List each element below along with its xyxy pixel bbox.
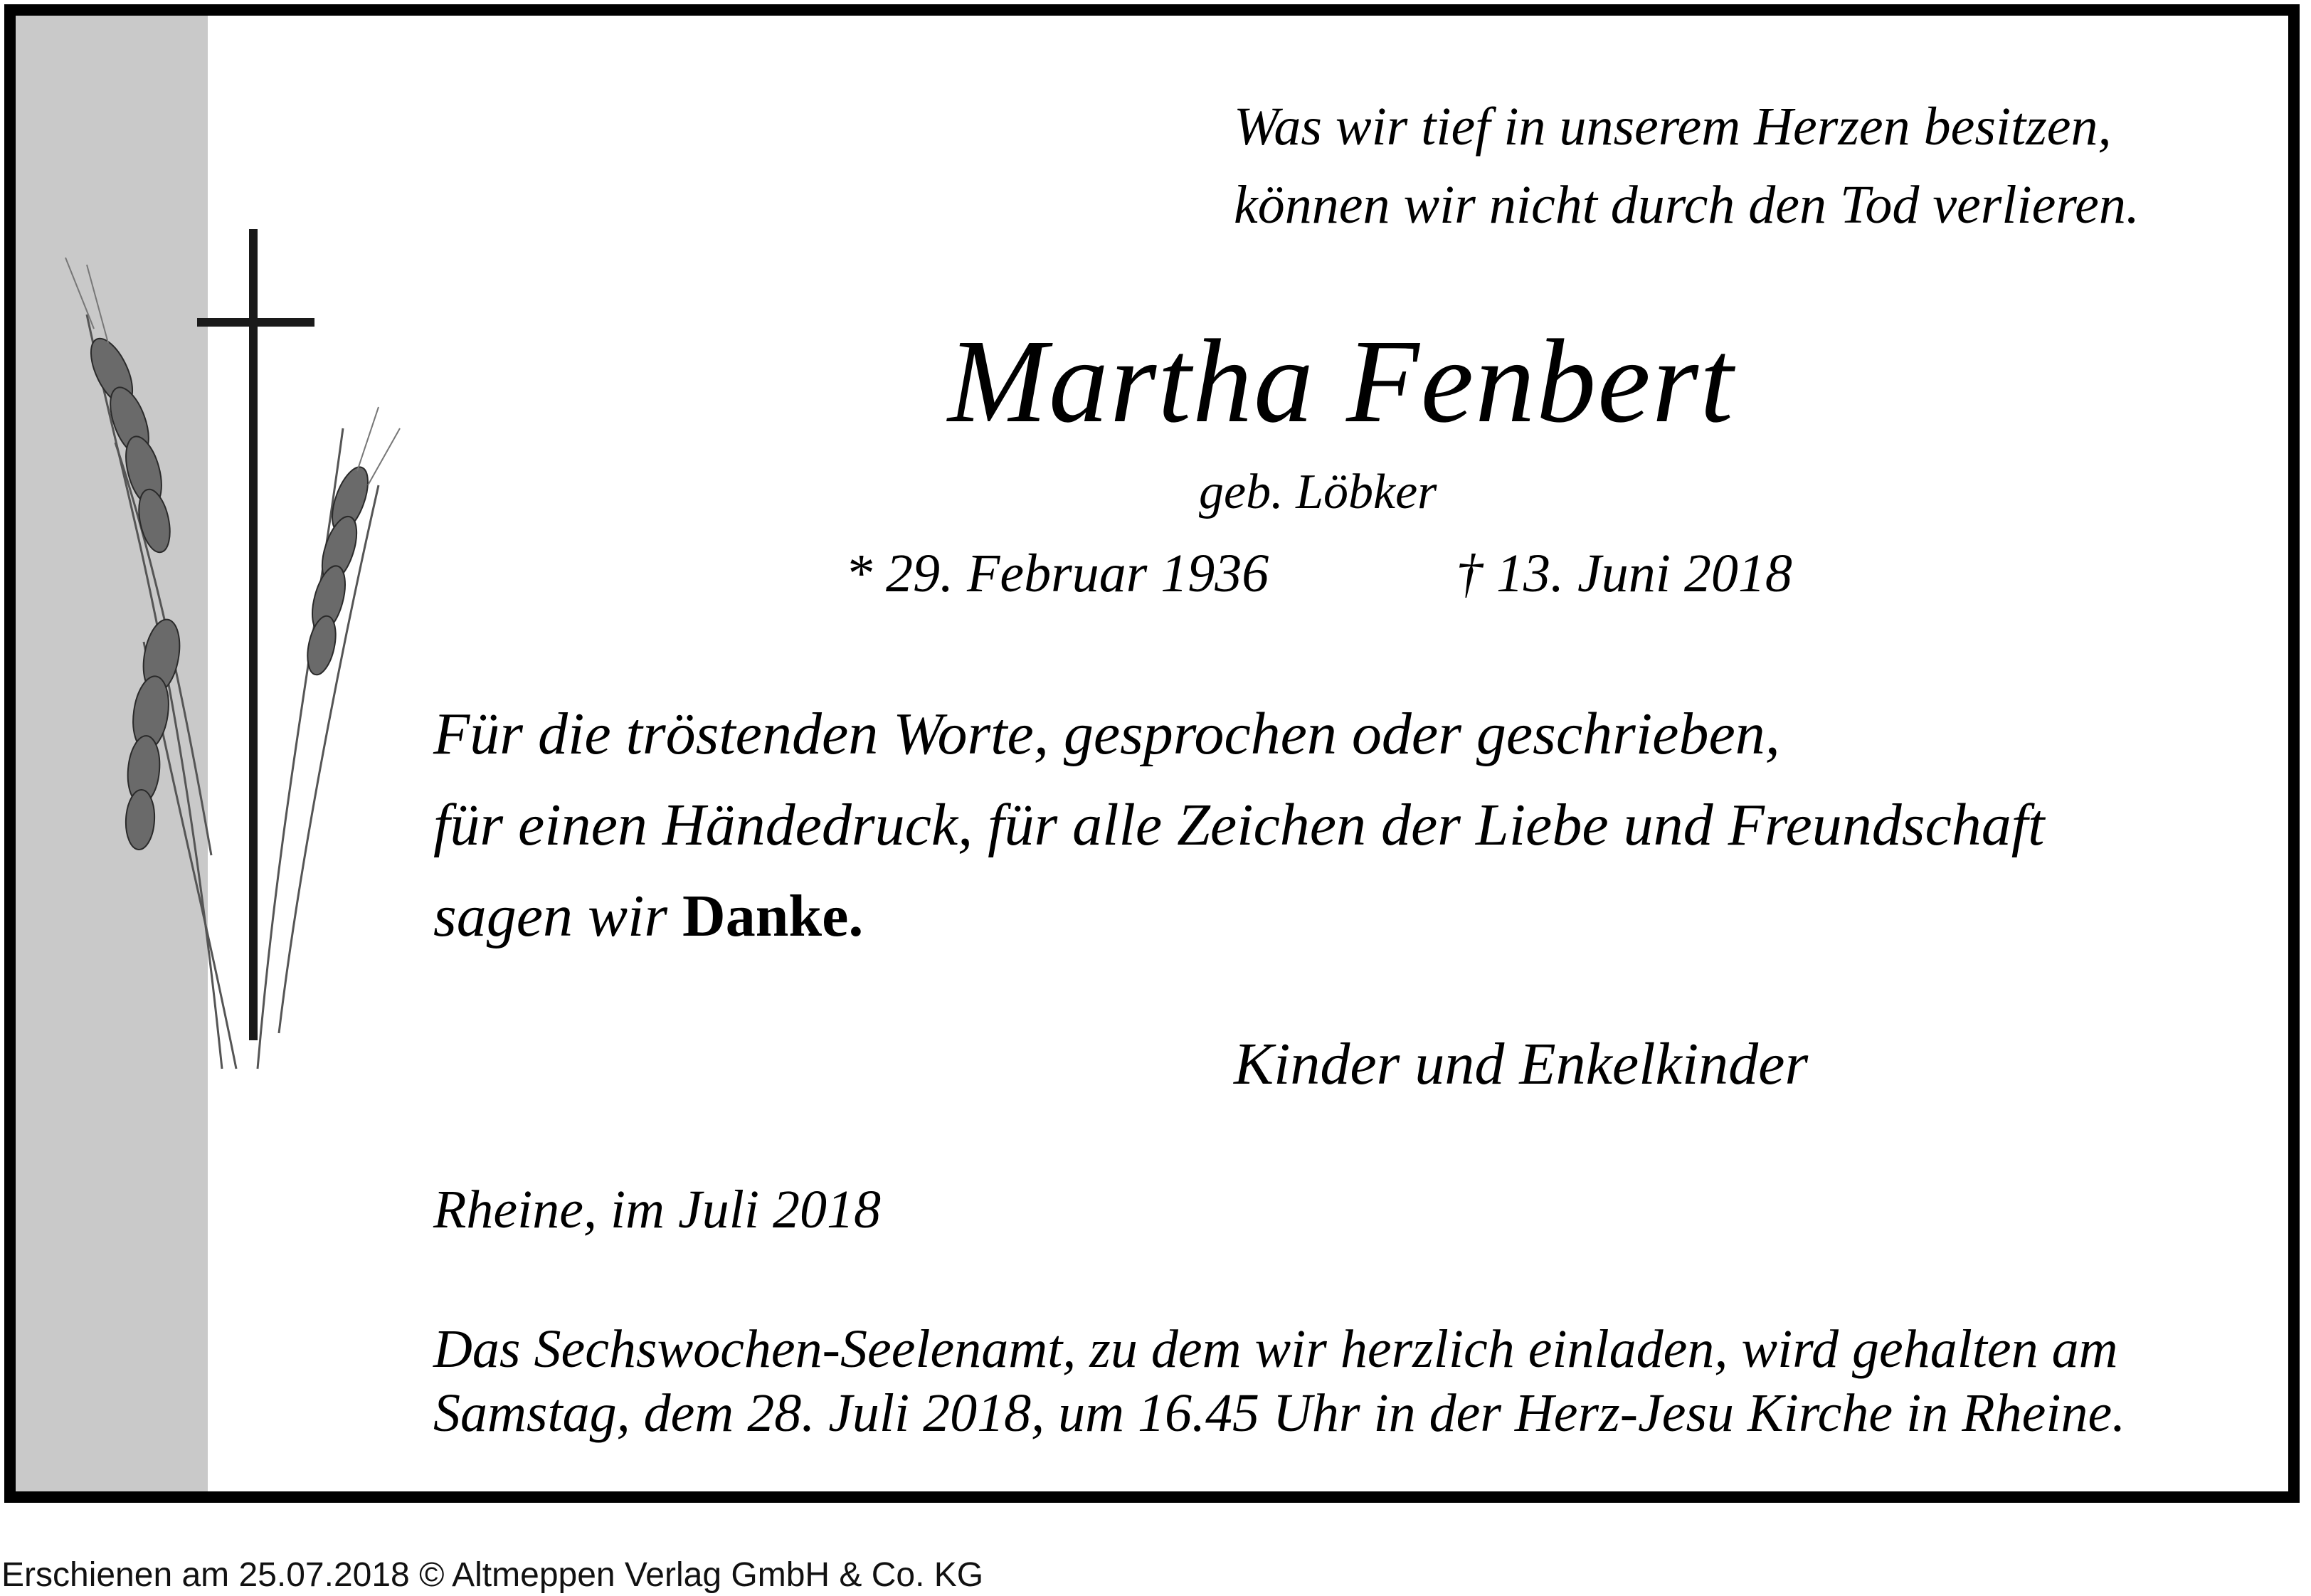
maiden-name: geb. Löbker: [1199, 465, 1437, 519]
mass-notice-line-1: Das Sechswochen-Seelenamt, zu dem wir herzlich einladen, wird gehalten am: [433, 1319, 2118, 1379]
motto-line-2: können wir nicht durch den Tod verlieren.: [1234, 175, 2140, 235]
obituary-notice: [4, 4, 2300, 1503]
cross-and-wheat-icon: [44, 215, 414, 1083]
motto-line-1: Was wir tief in unserem Herzen besitzen,: [1234, 97, 2112, 157]
signature: Kinder und Enkelkinder: [1234, 1031, 1809, 1097]
place-date: Rheine, im Juli 2018: [433, 1180, 881, 1240]
thanks-line-2: für einen Händedruck, für alle Zeichen der Liebe und Freundschaft: [433, 792, 2045, 858]
mass-notice-line-2: Samstag, dem 28. Juli 2018, um 16.45 Uhr in der Herz-Jesu Kirche in Rheine.: [433, 1383, 2126, 1443]
thanks-line-1: Für die tröstenden Worte, gesprochen oder geschrieben,: [433, 701, 1780, 767]
deceased-name: Martha Fenbert: [948, 315, 1735, 448]
birth-date: * 29. Februar 1936: [845, 544, 1269, 603]
publication-footer: Erschienen am 25.07.2018 © Altmeppen Verlag GmbH & Co. KG: [1, 1556, 984, 1594]
death-date: † 13. Juni 2018: [1456, 544, 1792, 603]
thanks-prefix: sagen wir: [433, 883, 668, 949]
thanks-emphasis: Danke.: [682, 883, 864, 949]
thanks-line-3: [433, 883, 864, 949]
